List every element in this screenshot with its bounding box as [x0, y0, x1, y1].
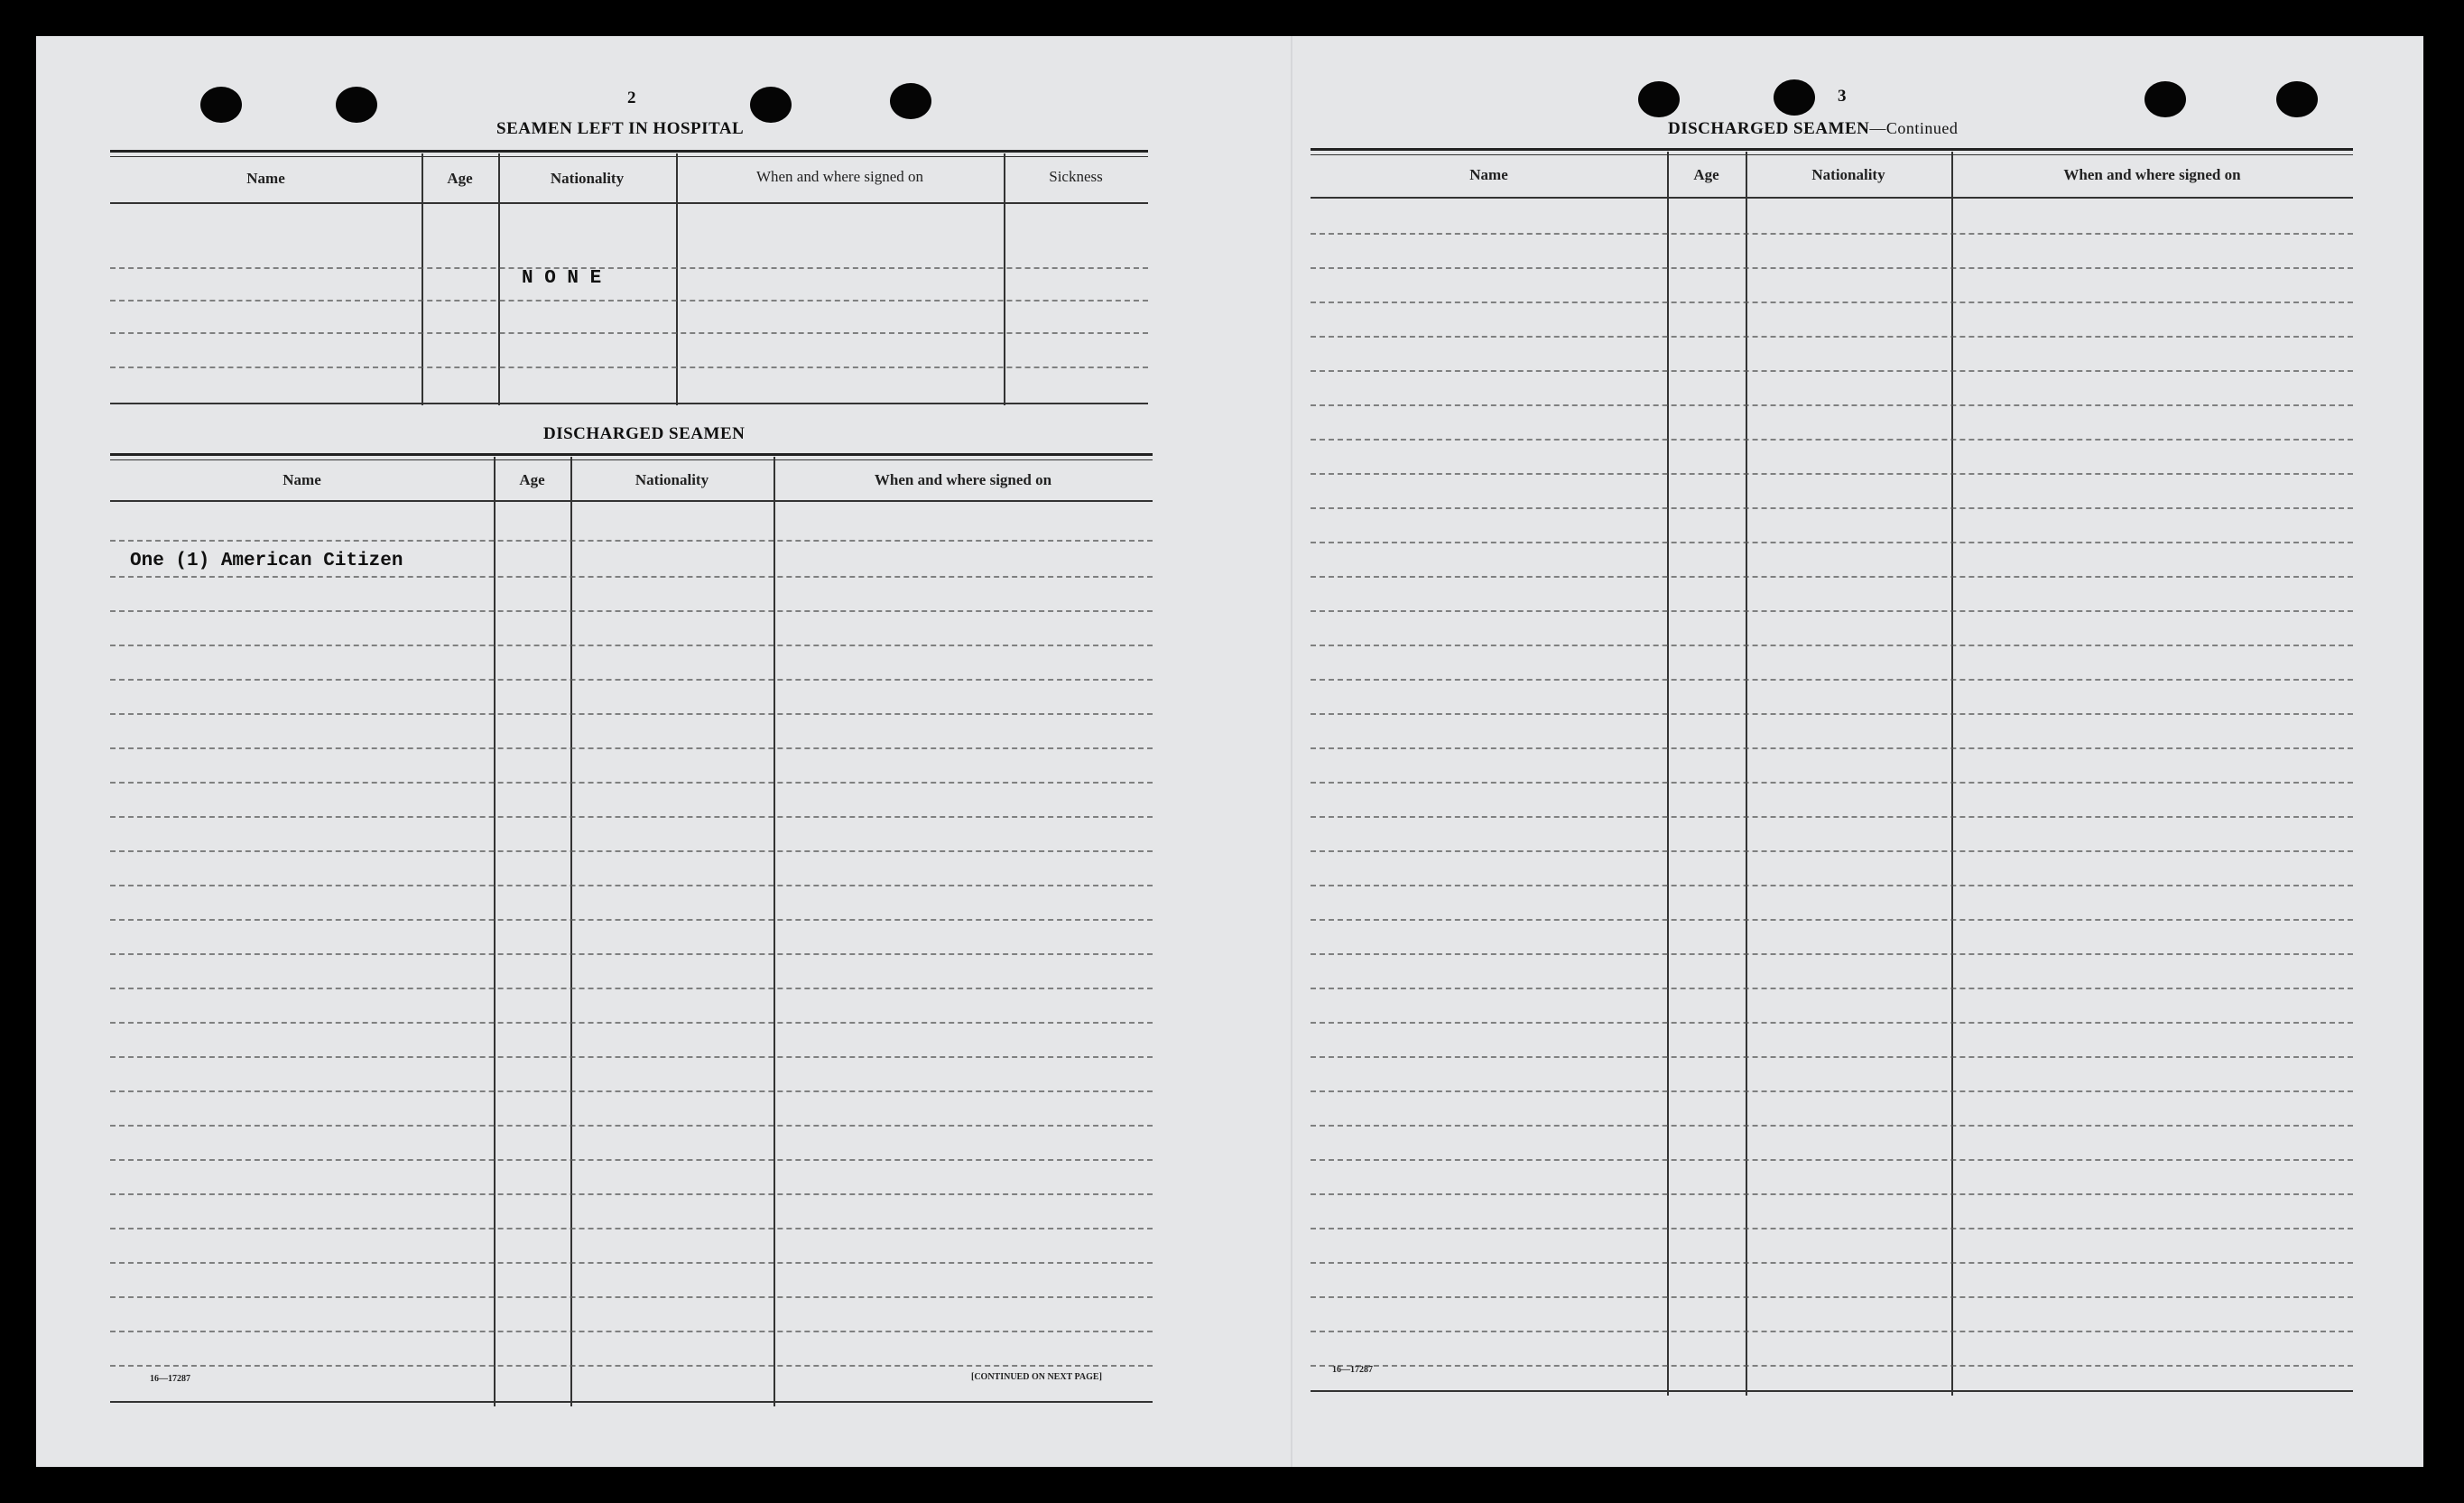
col-name: Name [1469, 166, 1508, 183]
col-signed-on: When and where signed on [874, 471, 1052, 488]
col-nationality: Nationality [550, 170, 625, 187]
document-page [36, 36, 2423, 1467]
col-name: Name [283, 471, 321, 488]
discharged-continued-heading [1668, 119, 1958, 139]
binder-hole [890, 83, 931, 119]
hospital-heading: SEAMEN LEFT IN HOSPITAL [496, 119, 745, 138]
binder-hole [2276, 81, 2318, 117]
binder-hole [2144, 81, 2186, 117]
page-number: 3 [1838, 87, 1847, 106]
col-age: Age [447, 170, 473, 187]
col-age: Age [519, 471, 545, 488]
col-nationality: Nationality [1811, 166, 1885, 183]
heading-title: DISCHARGED SEAMEN [1668, 119, 1870, 138]
discharged-continued-table [1311, 148, 2353, 1396]
form-number: 16—17287 [150, 1374, 190, 1384]
discharged-entry: One (1) American Citizen [130, 551, 403, 571]
page-number: 2 [627, 88, 636, 107]
heading-suffix: —Continued [1869, 119, 1959, 137]
binder-hole [200, 87, 242, 123]
col-name: Name [246, 170, 285, 187]
hospital-table [110, 150, 1148, 405]
binder-hole [1774, 79, 1815, 116]
binder-hole [750, 87, 792, 123]
col-sickness: Sickness [1049, 168, 1103, 185]
binder-hole [1638, 81, 1680, 117]
continued-note: [CONTINUED ON NEXT PAGE] [971, 1372, 1102, 1382]
col-signed-on: When and where signed on [755, 168, 924, 185]
hospital-entry: N O N E [522, 268, 602, 289]
col-nationality: Nationality [635, 471, 709, 488]
col-age: Age [1693, 166, 1719, 183]
page-fold [1291, 36, 1292, 1467]
col-signed-on: When and where signed on [2063, 166, 2241, 183]
discharged-table [110, 453, 1153, 1406]
binder-hole [336, 87, 377, 123]
form-number: 16—17287 [1332, 1365, 1373, 1375]
discharged-heading: DISCHARGED SEAMEN [543, 424, 746, 443]
